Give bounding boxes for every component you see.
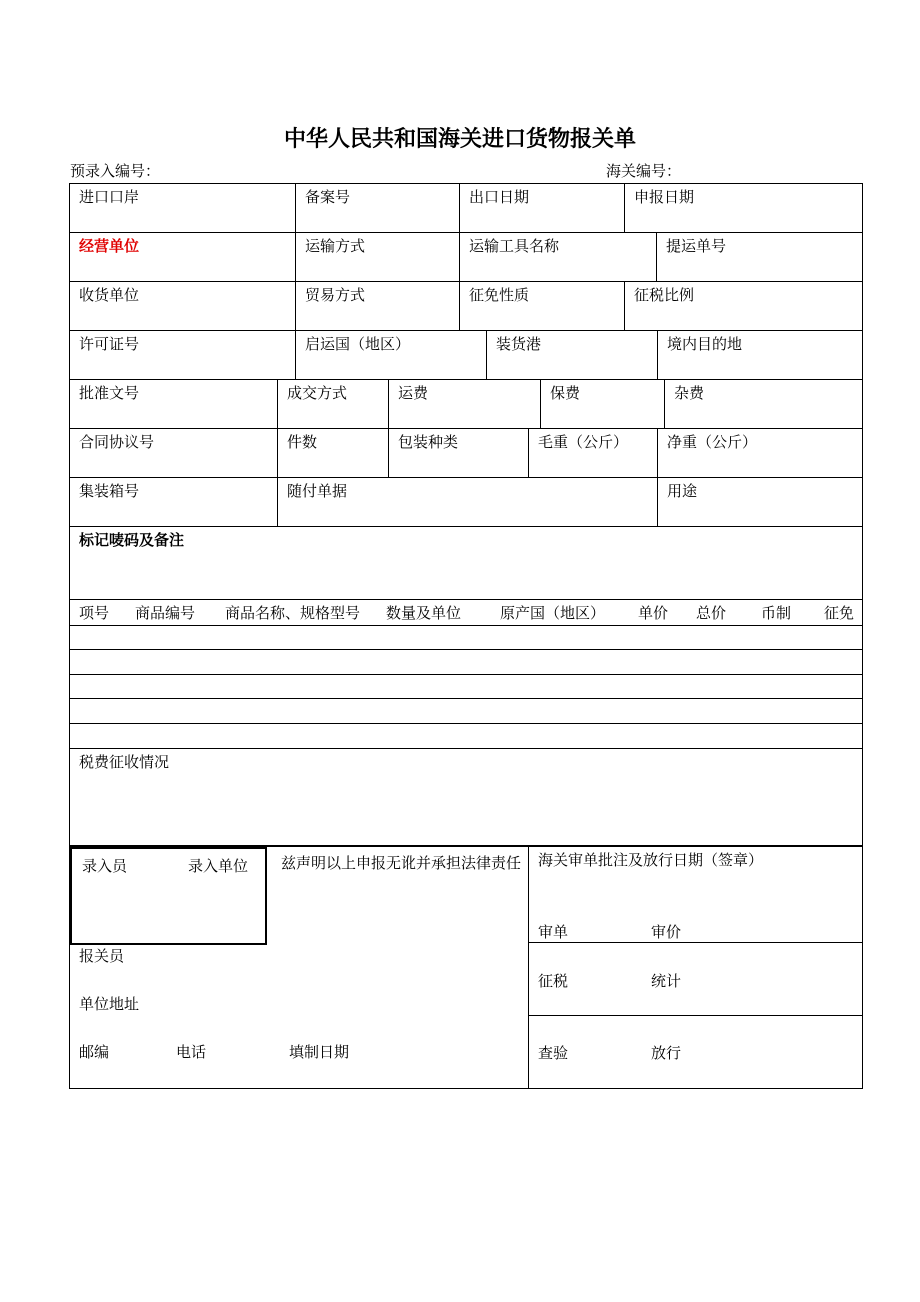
goods-header-quantity-unit: 数量及单位 [386,604,462,622]
misc-fee-field[interactable]: 杂费 [674,384,705,402]
cell-divider [295,183,296,232]
license-number-field[interactable]: 许可证号 [79,335,140,353]
bottom-row-line [528,1015,862,1016]
cell-divider [540,379,541,428]
price-review-label: 审价 [651,923,682,941]
goods-header-currency: 币制 [761,604,792,622]
row-divider [69,526,863,527]
tax-levy-label: 征税 [538,972,569,990]
customs-broker-label: 报关员 [79,947,125,965]
transport-mode-field[interactable]: 运输方式 [305,237,366,255]
goods-row-line [69,698,863,699]
cell-divider [459,281,460,330]
domestic-destination-field[interactable]: 境内目的地 [667,335,743,353]
approval-number-field[interactable]: 批准文号 [79,384,140,402]
transaction-mode-field[interactable]: 成交方式 [287,384,348,402]
cell-divider [657,428,658,477]
goods-row-line [69,723,863,724]
cell-divider [459,183,460,232]
document-review-label: 审单 [538,923,569,941]
cell-divider [295,232,296,281]
goods-row-line [69,674,863,675]
export-date-field[interactable]: 出口日期 [469,188,530,206]
vehicle-name-field[interactable]: 运输工具名称 [469,237,560,255]
statistics-label: 统计 [651,972,682,990]
package-count-field[interactable]: 件数 [287,433,318,451]
goods-header-origin: 原产国（地区） [500,604,606,622]
goods-header-code: 商品编号 [135,604,196,622]
goods-header-item-no: 项号 [79,604,110,622]
cell-divider [277,477,278,526]
net-weight-field[interactable]: 净重（公斤） [667,433,758,451]
cell-divider [528,428,529,477]
remarks-field[interactable]: 标记唛码及备注 [79,531,185,549]
loading-port-field[interactable]: 装货港 [496,335,542,353]
trade-mode-field[interactable]: 贸易方式 [305,286,366,304]
bill-of-lading-field[interactable]: 提运单号 [666,237,727,255]
goods-header-exemption: 征免 [824,604,855,622]
business-unit-field[interactable]: 经营单位 [79,237,140,255]
cell-divider [657,330,658,379]
cell-divider [295,330,296,379]
gross-weight-field[interactable]: 毛重（公斤） [538,433,629,451]
cell-divider [388,379,389,428]
package-type-field[interactable]: 包装种类 [398,433,459,451]
cell-divider [664,379,665,428]
unit-address-label: 单位地址 [79,995,140,1013]
goods-row-line [69,625,863,626]
container-number-field[interactable]: 集装箱号 [79,482,140,500]
declaration-statement: 兹声明以上申报无讹并承担法律责任 [281,854,522,872]
cell-divider [277,379,278,428]
cell-divider [624,281,625,330]
row-divider [69,330,863,331]
release-label: 放行 [651,1044,682,1062]
entry-unit-label: 录入单位 [188,857,249,875]
goods-header-name-spec: 商品名称、规格型号 [225,604,361,622]
cell-divider [624,183,625,232]
inspection-label: 查验 [538,1044,569,1062]
row-divider [69,477,863,478]
exemption-nature-field[interactable]: 征免性质 [469,286,530,304]
tax-status-field[interactable]: 税费征收情况 [79,753,170,771]
cell-divider [656,232,657,281]
pre-entry-number-label: 预录入编号： [70,162,161,180]
consignee-field[interactable]: 收货单位 [79,286,140,304]
cell-divider [657,477,658,526]
customs-approval-label: 海关审单批注及放行日期（签章） [538,851,764,869]
cell-divider [486,330,487,379]
fill-date-label: 填制日期 [289,1043,350,1061]
declaration-date-field[interactable]: 申报日期 [634,188,695,206]
freight-field[interactable]: 运费 [398,384,429,402]
cell-divider [277,428,278,477]
goods-row-line [69,748,863,749]
tax-ratio-field[interactable]: 征税比例 [634,286,695,304]
bottom-row-line [528,942,862,943]
cell-divider [295,281,296,330]
row-divider [69,428,863,429]
goods-header-unit-price: 单价 [638,604,669,622]
cell-divider [459,232,460,281]
bottom-divider [528,845,529,1088]
postcode-label: 邮编 [79,1043,110,1061]
customs-number-label: 海关编号： [606,162,682,180]
insurance-field[interactable]: 保费 [550,384,581,402]
origin-country-field[interactable]: 启运国（地区） [305,335,411,353]
import-port-field[interactable]: 进口口岸 [79,188,140,206]
form-title: 中华人民共和国海关进口货物报关单 [283,127,636,152]
record-number-field[interactable]: 备案号 [305,188,351,206]
entry-clerk-label: 录入员 [82,857,128,875]
contract-number-field[interactable]: 合同协议号 [79,433,155,451]
goods-row-line [69,649,863,650]
row-divider [69,232,863,233]
row-divider [69,281,863,282]
attached-documents-field[interactable]: 随付单据 [287,482,348,500]
phone-label: 电话 [176,1043,207,1061]
row-divider [69,599,863,600]
goods-header-total-price: 总价 [696,604,727,622]
cell-divider [388,428,389,477]
row-divider [69,379,863,380]
usage-field[interactable]: 用途 [667,482,698,500]
